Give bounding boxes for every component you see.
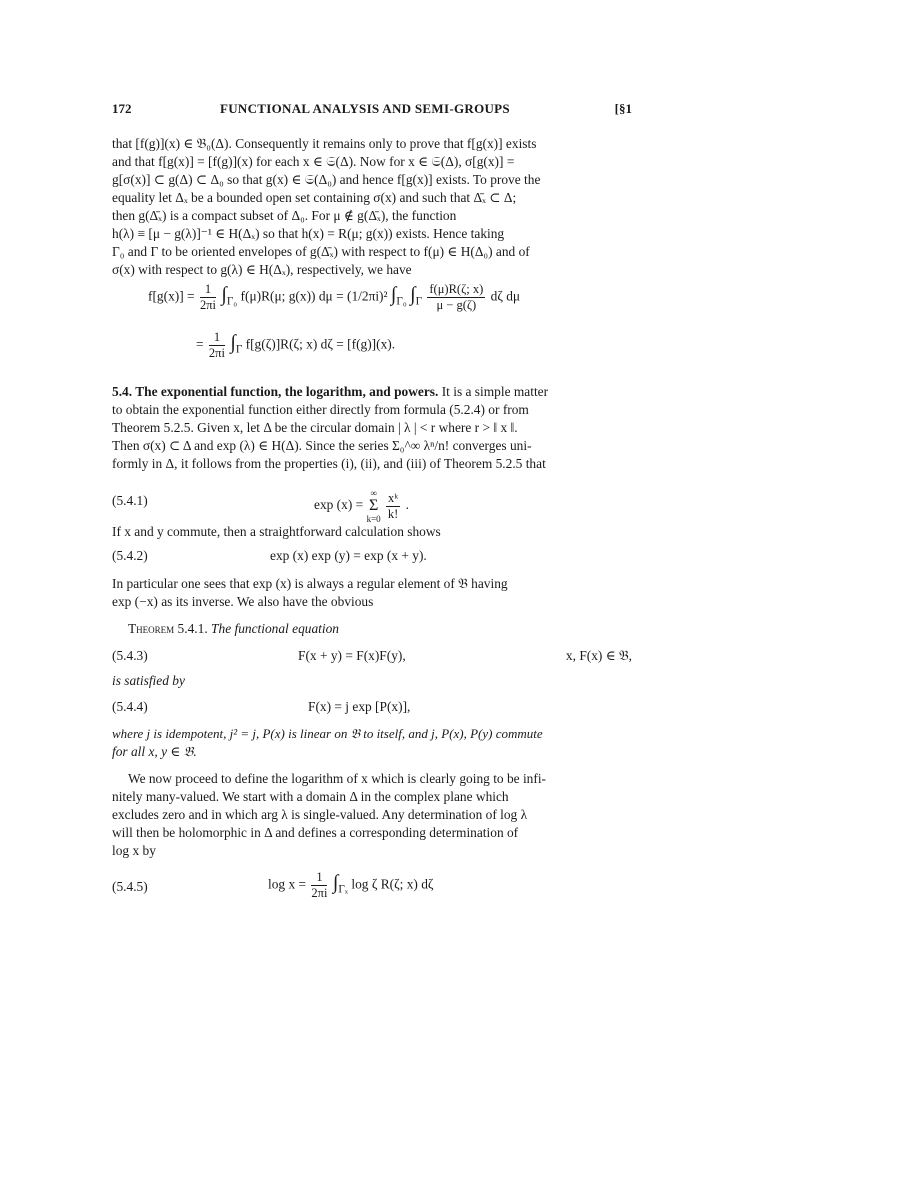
display-equation-2 bbox=[196, 330, 395, 361]
text-line: log x by bbox=[112, 843, 156, 858]
integral-sign: ∫ bbox=[410, 283, 416, 306]
fraction bbox=[311, 870, 327, 901]
fraction bbox=[209, 330, 225, 361]
text-line: If x and y commute, then a straightforward calculation shows bbox=[112, 524, 441, 539]
eq-sign: = bbox=[196, 336, 204, 352]
integral-sign: ∫ bbox=[221, 283, 227, 306]
equation-body: F(x) = j exp [P(x)], bbox=[308, 699, 411, 714]
fraction-numerator: 1 bbox=[200, 282, 216, 298]
fraction-numerator: 1 bbox=[311, 870, 327, 886]
eq-coefficient: (1/2πi)² bbox=[347, 288, 388, 304]
fraction-denominator: 2πi bbox=[311, 886, 328, 900]
text-line: σ(x) with respect to g(λ) ∈ H(Δₓ), respectively, we have bbox=[112, 262, 412, 277]
integral-sign: ∫ bbox=[332, 871, 339, 894]
sum-upper: ∞ bbox=[370, 488, 377, 498]
equation-5-4-1 bbox=[112, 484, 632, 524]
equation-body: exp (x) exp (y) = exp (x + y). bbox=[270, 548, 427, 563]
eq-term: . bbox=[405, 497, 409, 513]
fraction bbox=[427, 282, 485, 313]
text-line: excludes zero and in which arg λ is single-valued. Any determination of log λ bbox=[112, 807, 528, 822]
integral-contour: Γₓ bbox=[338, 883, 348, 896]
paragraph-logarithm bbox=[112, 770, 632, 860]
text-line: h(λ) ≡ [μ − g(λ)]⁻¹ ∈ H(Δₓ) so that h(x) = R(μ; g(x)) exists. Hence taking bbox=[112, 226, 505, 241]
text-line bbox=[112, 383, 632, 401]
text-line: and that f[g(x)] = [f(g)](x) for each x ∈ 𝔖(Δ). Now for x ∈ 𝔖(Δ), σ[g(x)] = bbox=[112, 154, 515, 169]
text-line: nitely many-valued. We start with a domain Δ in the complex plane which bbox=[112, 789, 509, 804]
text-line: where j is idempotent, j² = j, P(x) is linear on 𝔅 to itself, and j, P(x), P(y) commute bbox=[112, 726, 543, 741]
text-line: will then be holomorphic in Δ and defines a corresponding determination of bbox=[112, 825, 519, 840]
fraction-numerator: f(μ)R(ζ; x) bbox=[429, 282, 484, 296]
running-header bbox=[112, 101, 632, 119]
equation-body bbox=[314, 488, 409, 524]
text-line: Then σ(x) ⊂ Δ and exp (λ) ∈ H(Δ). Since the series Σ₀^∞ λⁿ/n! converges uni- bbox=[112, 438, 532, 453]
paragraph-inverse bbox=[112, 575, 632, 611]
section-heading: 5.4. The exponential function, the logarithm, and powers. bbox=[112, 384, 439, 399]
text-line: We now proceed to define the logarithm of x which is clearly going to be infi- bbox=[128, 771, 546, 786]
eq-lhs: log x = bbox=[268, 876, 307, 892]
fraction-numerator: xᵏ bbox=[388, 490, 399, 505]
eq-term: log ζ R(ζ; x) dζ bbox=[351, 876, 434, 892]
text-line: then g(Δ̄ₓ) is a compact subset of Δ₀. For μ ∉ g(Δ̄ₓ), the function bbox=[112, 208, 457, 223]
equation-body bbox=[268, 870, 433, 901]
text-line: formly in Δ, it follows from the properties (i), (ii), and (iii) of Theorem 5.2.5 that bbox=[112, 456, 546, 471]
section-mark: [§1 bbox=[614, 101, 632, 116]
fraction-denominator: k! bbox=[387, 506, 399, 521]
equation-number: (5.4.5) bbox=[112, 879, 148, 894]
theorem-text: The functional equation bbox=[211, 621, 339, 636]
integral-sign: ∫ bbox=[230, 331, 236, 354]
theorem-label: Theorem bbox=[128, 621, 175, 636]
text-line: Γ₀ and Γ to be oriented envelopes of g(Δ̄ₓ) with respect to f(μ) ∈ H(Δ₀) and of bbox=[112, 244, 530, 259]
fraction-numerator: 1 bbox=[209, 330, 225, 346]
equation-5-4-2 bbox=[112, 545, 632, 567]
text-span: It is a simple matter bbox=[438, 384, 549, 399]
eq-lhs: f[g(x)] = bbox=[148, 288, 195, 304]
sum-sign: Σ bbox=[368, 497, 379, 514]
integral-sign: ∫ bbox=[390, 283, 397, 306]
display-equation-1 bbox=[148, 282, 520, 313]
summation bbox=[367, 488, 381, 524]
eq-term: f(μ)R(μ; g(x)) dμ = bbox=[240, 288, 344, 304]
equation-number: (5.4.2) bbox=[112, 548, 148, 563]
equation-number: (5.4.1) bbox=[112, 493, 148, 508]
theorem-statement bbox=[128, 620, 339, 638]
text-line: to obtain the exponential function either directly from formula (5.2.4) or from bbox=[112, 402, 529, 417]
equation-5-4-5 bbox=[112, 870, 632, 904]
section-5-4 bbox=[112, 383, 632, 473]
eq-term: f[g(ζ)]R(ζ; x) dζ = [f(g)](x). bbox=[245, 336, 396, 352]
text-line: Theorem 5.2.5. Given x, let Δ be the circular domain | λ | < r where r > ‖ x ‖. bbox=[112, 420, 518, 435]
text-line: exp (−x) as its inverse. We also have the obvious bbox=[112, 594, 374, 609]
fraction-denominator: μ − g(ζ) bbox=[436, 298, 477, 312]
integral-contour: Γ₀ bbox=[396, 295, 407, 308]
fraction-denominator: 2πi bbox=[199, 298, 216, 312]
theorem-number: 5.4.1. bbox=[177, 621, 208, 636]
sum-lower: k=0 bbox=[366, 514, 381, 524]
theorem-continuation bbox=[112, 672, 632, 690]
eq-lhs: exp (x) = bbox=[314, 497, 364, 513]
equation-number: (5.4.3) bbox=[112, 648, 148, 663]
fraction-denominator: 2πi bbox=[208, 346, 225, 360]
eq-term: dζ dμ bbox=[490, 288, 521, 304]
text-line: is satisfied by bbox=[112, 673, 185, 688]
integral-contour: Γ₀ bbox=[226, 295, 238, 308]
paragraph-proof bbox=[112, 135, 632, 279]
theorem-where bbox=[112, 725, 632, 761]
text-line: that [f(g)](x) ∈ 𝔅₀(Δ). Consequently it remains only to prove that f[g(x)] exists bbox=[112, 136, 537, 151]
text-line: equality let Δₓ be a bounded open set containing σ(x) and such that Δ̄ₓ ⊂ Δ; bbox=[112, 190, 517, 205]
text-line: In particular one sees that exp (x) is always a regular element of 𝔅 having bbox=[112, 576, 508, 591]
equation-body: F(x + y) = F(x)F(y), bbox=[298, 648, 406, 663]
equation-5-4-4 bbox=[112, 696, 632, 718]
paragraph-commute bbox=[112, 523, 632, 541]
fraction bbox=[386, 491, 400, 522]
page-number: 172 bbox=[112, 101, 132, 116]
integral-contour: Γ bbox=[415, 295, 423, 308]
integral-contour: Γ bbox=[235, 343, 243, 356]
equation-5-4-3 bbox=[112, 645, 632, 667]
equation-condition: x, F(x) ∈ 𝔅, bbox=[565, 648, 632, 663]
text-line: for all x, y ∈ 𝔅. bbox=[112, 744, 197, 759]
running-title: FUNCTIONAL ANALYSIS AND SEMI-GROUPS bbox=[220, 101, 510, 116]
text-line: g[σ(x)] ⊂ g(Δ) ⊂ Δ₀ so that g(x) ∈ 𝔖(Δ₀) and hence f[g(x)] exists. To prove the bbox=[112, 172, 541, 187]
fraction bbox=[200, 282, 216, 313]
equation-number: (5.4.4) bbox=[112, 699, 148, 714]
